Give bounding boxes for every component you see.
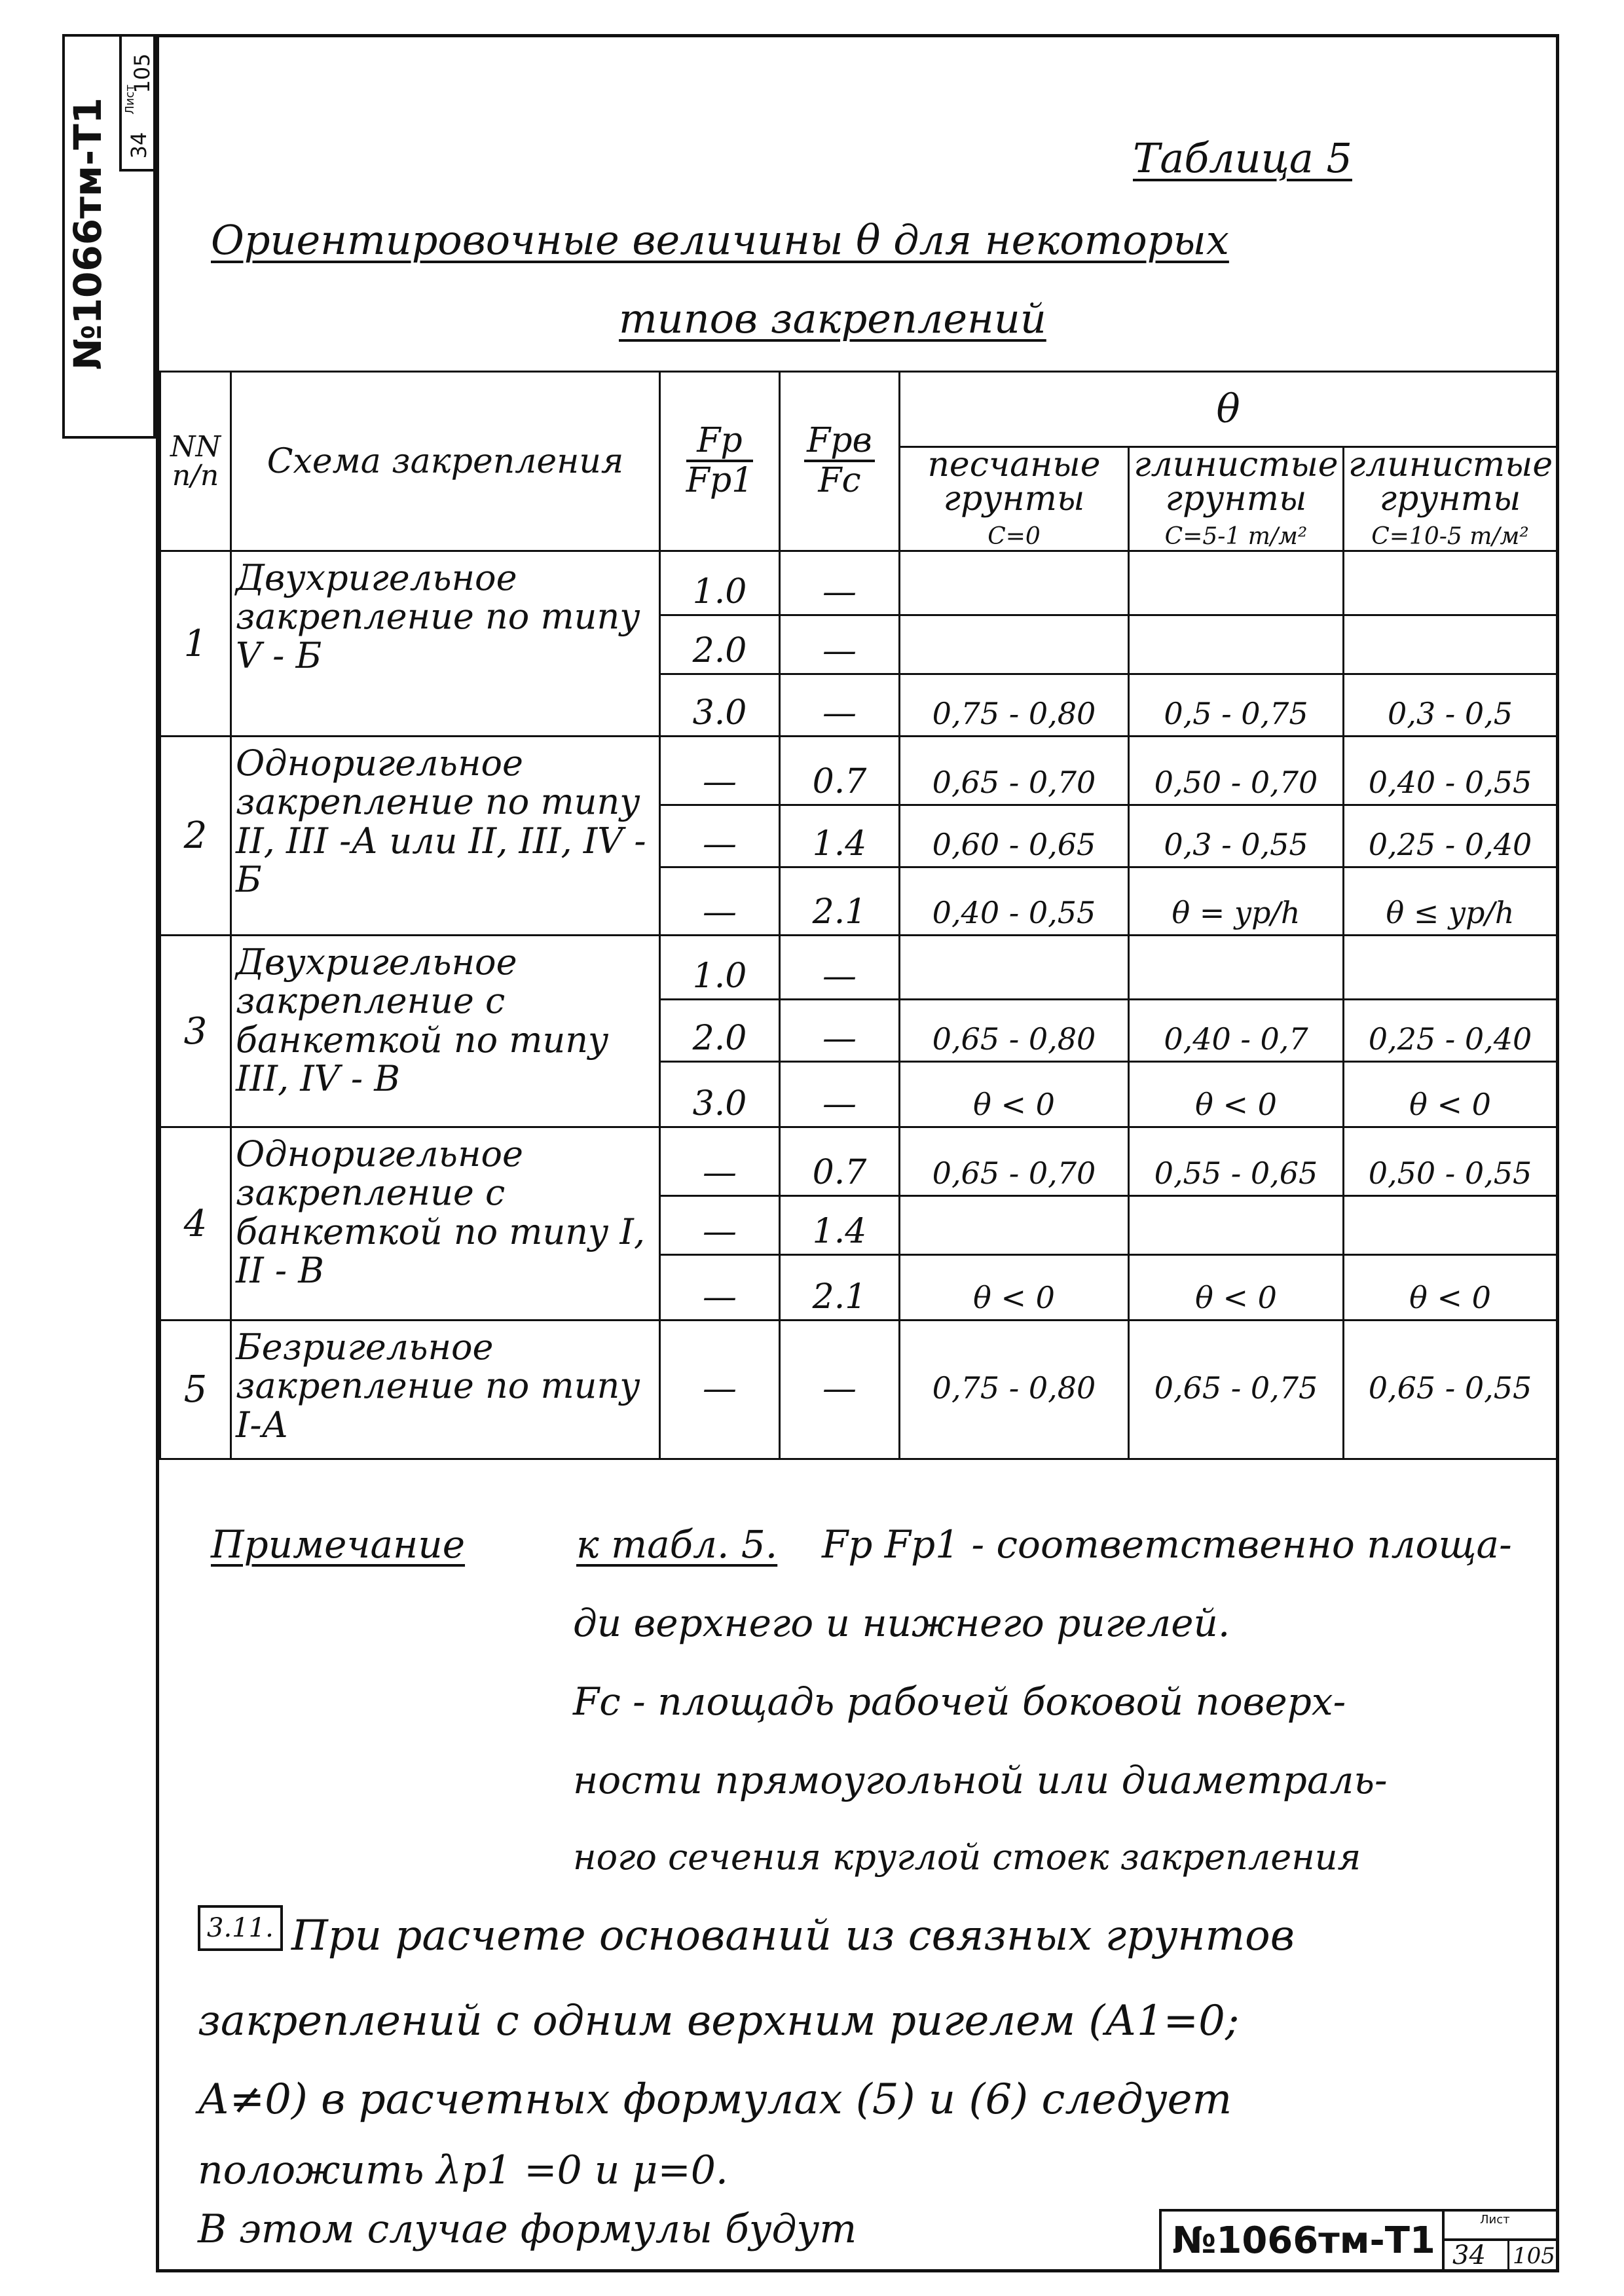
note-line1: Fp Fp1 - соответственно площа- <box>822 1522 1512 1567</box>
col-soil-clay1: глинистые грунты C=5-1 т/м² <box>1129 447 1344 551</box>
table-row: — 1.4 0,60 - 0,65 0,3 - 0,55 0,25 - 0,40 <box>160 805 1557 867</box>
table-label: Таблица 5 <box>1133 134 1352 182</box>
col-nn: NN п/п <box>160 372 231 551</box>
para-line2: закреплений с одним верхним ригелем (А1=0; <box>198 1997 1240 2045</box>
theta-table <box>159 371 1558 1460</box>
note-label: Примечание <box>211 1522 466 1567</box>
table-row: — 1.4 <box>160 1196 1557 1255</box>
table-title-line2: типов закреплений <box>619 295 1046 342</box>
table-row: 3.0 — 0,75 - 0,80 0,5 - 0,75 0,3 - 0,5 <box>160 674 1557 737</box>
col-theta: θ <box>900 372 1557 447</box>
col-soil-sand: песчаные грунты C=0 <box>900 447 1129 551</box>
doc-number: №1066тм-Т1 <box>1172 2219 1435 2262</box>
table-row: 3.0 — θ < 0 θ < 0 θ < 0 <box>160 1062 1557 1127</box>
side-doc-number: №1066тм-Т1 <box>65 97 110 371</box>
table-row: 5 Безригельное закрепление по типу I-А — — 0,75 - 0,80 0,65 - 0,75 0,65 - 0,55 <box>160 1321 1557 1459</box>
table-row: 2.0 — <box>160 615 1557 674</box>
note-line4: ности прямоугольной или диаметраль- <box>573 1758 1388 1802</box>
side-sheet: 34 <box>126 132 151 159</box>
doc-sheet-label: Лист <box>1480 2213 1510 2227</box>
table-row: 4 Одноригельное закрепление с банкеткой по типу I, II - В — 0.7 0,65 - 0,70 0,55 - 0,65 0,50 - 0,55 <box>160 1127 1557 1196</box>
col-ratio1: $\frac{Fp}{Fp1}$ <box>660 372 780 551</box>
col-scheme: Схема закрепления <box>231 372 660 551</box>
doc-sheet: 34 <box>1452 2240 1486 2270</box>
table-row: 2.0 — 0,65 - 0,80 0,40 - 0,7 0,25 - 0,40 <box>160 1000 1557 1062</box>
para-line5: В этом случае формулы будут <box>198 2206 857 2252</box>
side-sheet-label: Лист <box>123 84 137 115</box>
table-row: 2 Одноригельное закрепление по типу II, III -А или II, III, IV - Б — 0.7 0,65 - 0,70 0,50 - 0,70 0,40 - 0,55 <box>160 737 1557 805</box>
note-line2: ди верхнего и нижнего ригелей. <box>573 1601 1230 1645</box>
side-stamp <box>62 34 156 439</box>
col-soil-clay2: глинистые грунты C=10-5 т/м² <box>1344 447 1557 551</box>
table-row: — 2.1 0,40 - 0,55 θ = yp/h θ ≤ yp/h <box>160 867 1557 936</box>
para-number: 3.11. <box>198 1905 283 1951</box>
table-row: — 2.1 θ < 0 θ < 0 θ < 0 <box>160 1255 1557 1321</box>
table-row: 3 Двухригельное закрепление с банкеткой по типу III, IV - В 1.0 — <box>160 936 1557 1000</box>
side-total: 105 <box>130 53 155 94</box>
para-line1: При расчете оснований из связных грунтов <box>291 1912 1295 1960</box>
doc-stamp <box>1159 2209 1559 2272</box>
doc-total: 105 <box>1513 2243 1555 2269</box>
table-row: 1 Двухригельное закрепление по типу V - Б 1.0 — <box>160 551 1557 615</box>
note-line5: ного сечения круглой стоек закрепления <box>573 1836 1361 1878</box>
note-ref: к табл. 5. <box>576 1522 778 1567</box>
para-line4: положить λp1 =0 и μ=0. <box>198 2147 728 2193</box>
para-line3: А≠0) в расчетных формулах (5) и (6) следует <box>198 2075 1232 2124</box>
note-line3: Fc - площадь рабочей боковой поверх- <box>573 1679 1346 1724</box>
col-ratio2: $\frac{\text{Fpв}}{Fc}$ <box>780 372 900 551</box>
table-title-line1: Ориентировочные величины θ для некоторых <box>211 216 1229 264</box>
